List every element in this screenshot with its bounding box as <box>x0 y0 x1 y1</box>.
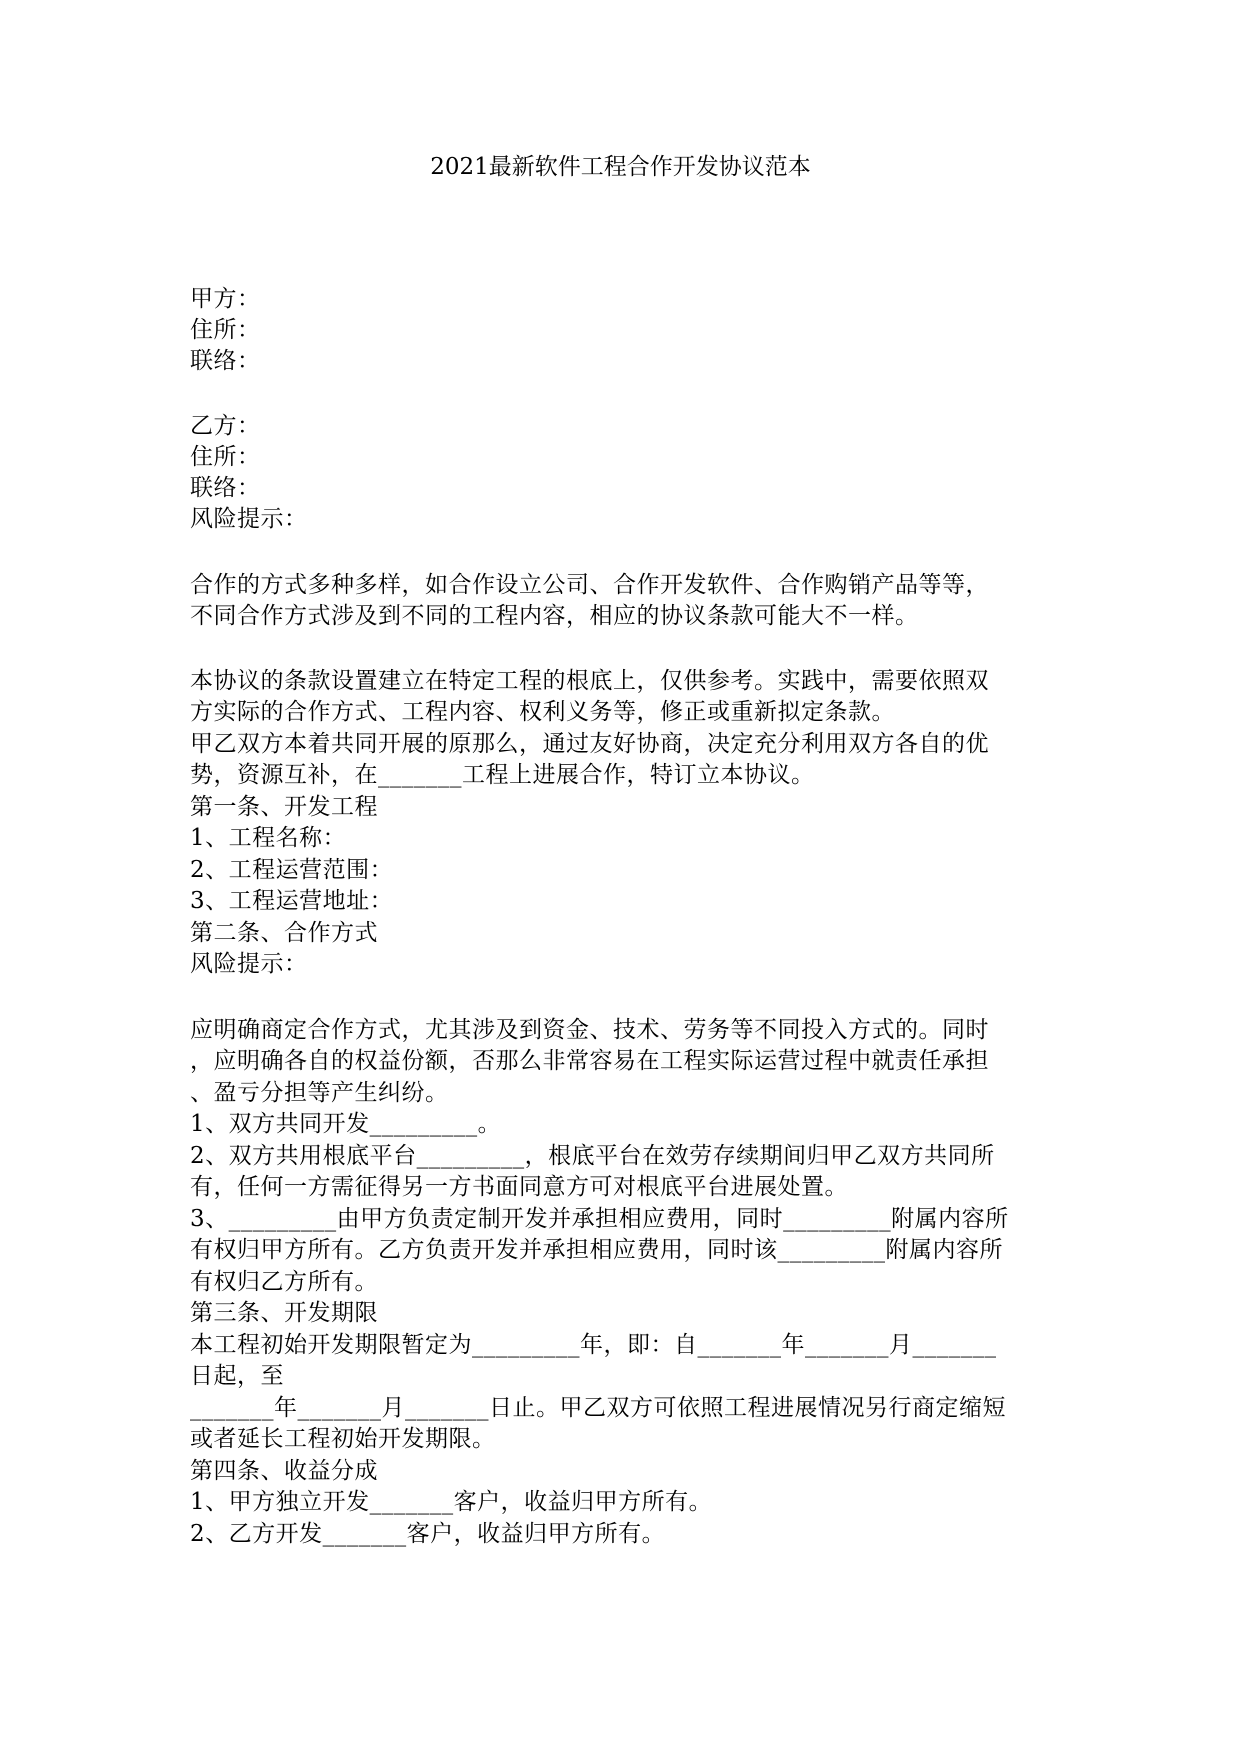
document-title: 2021最新软件工程合作开发协议范本 <box>430 154 811 180</box>
paragraph-line: 应明确商定合作方式，尤其涉及到资金、技术、劳务等不同投入方式的。同时 <box>190 1017 989 1043</box>
paragraph-line: 方实际的合作方式、工程内容、权利义务等，修正或重新拟定条款。 <box>190 699 895 725</box>
article-heading: 第三条、开发期限 <box>190 1300 378 1326</box>
paragraph-line: 甲乙双方本着共同开展的原那么，通过友好协商，决定充分利用双方各自的优 <box>190 731 989 757</box>
list-item: 1、双方共同开发_________。 <box>190 1111 502 1137</box>
party-a-address: 住所： <box>190 317 261 343</box>
paragraph-line: 有权归甲方所有。乙方负责开发并承担相应费用，同时该_________附属内容所 <box>190 1237 1003 1263</box>
party-b-contact: 联络： <box>190 475 261 501</box>
list-item: 3、工程运营地址： <box>190 888 394 914</box>
paragraph-line: 合作的方式多种多样，如合作设立公司、合作开发软件、合作购销产品等等， <box>190 572 989 598</box>
article-heading: 第四条、收益分成 <box>190 1458 378 1484</box>
risk-notice-heading: 风险提示： <box>190 506 308 532</box>
party-a-contact: 联络： <box>190 348 261 374</box>
party-b-label: 乙方： <box>190 413 261 439</box>
article-heading: 第一条、开发工程 <box>190 794 378 820</box>
list-item: 2、双方共用根底平台_________，根底平台在效劳存续期间归甲乙双方共同所 <box>190 1143 995 1169</box>
paragraph-line: 势，资源互补，在_______工程上进展合作，特订立本协议。 <box>190 762 815 788</box>
article-heading: 第二条、合作方式 <box>190 920 378 946</box>
party-a-label: 甲方： <box>190 286 261 312</box>
paragraph-line: 日起，至 <box>190 1363 284 1389</box>
paragraph-line: 不同合作方式涉及到不同的工程内容，相应的协议条款可能大不一样。 <box>190 603 919 629</box>
list-item: 2、乙方开发_______客户，收益归甲方所有。 <box>190 1521 666 1547</box>
paragraph-line: 本工程初始开发期限暂定为_________年，即：自_______年_______月_______ <box>190 1332 997 1358</box>
list-item: 2、工程运营范围： <box>190 857 394 883</box>
list-item: 1、工程名称： <box>190 825 347 851</box>
paragraph-line: _______年_______月_______日止。甲乙双方可依照工程进展情况另行商定缩短 <box>190 1395 1006 1421</box>
paragraph-line: 本协议的条款设置建立在特定工程的根底上，仅供参考。实践中，需要依照双 <box>190 668 989 694</box>
paragraph-line: 有权归乙方所有。 <box>190 1269 378 1295</box>
list-item: 3、_________由甲方负责定制开发并承担相应费用，同时_________附属内容所 <box>190 1206 1009 1232</box>
paragraph-line: 或者延长工程初始开发期限。 <box>190 1426 496 1452</box>
party-b-address: 住所： <box>190 444 261 470</box>
paragraph-line: 、盈亏分担等产生纠纷。 <box>190 1080 449 1106</box>
paragraph-line: 有，任何一方需征得另一方书面同意方可对根底平台进展处置。 <box>190 1174 848 1200</box>
paragraph-line: ，应明确各自的权益份额，否那么非常容易在工程实际运营过程中就责任承担 <box>190 1048 989 1074</box>
risk-notice-heading: 风险提示： <box>190 951 308 977</box>
list-item: 1、甲方独立开发_______客户，收益归甲方所有。 <box>190 1489 713 1515</box>
